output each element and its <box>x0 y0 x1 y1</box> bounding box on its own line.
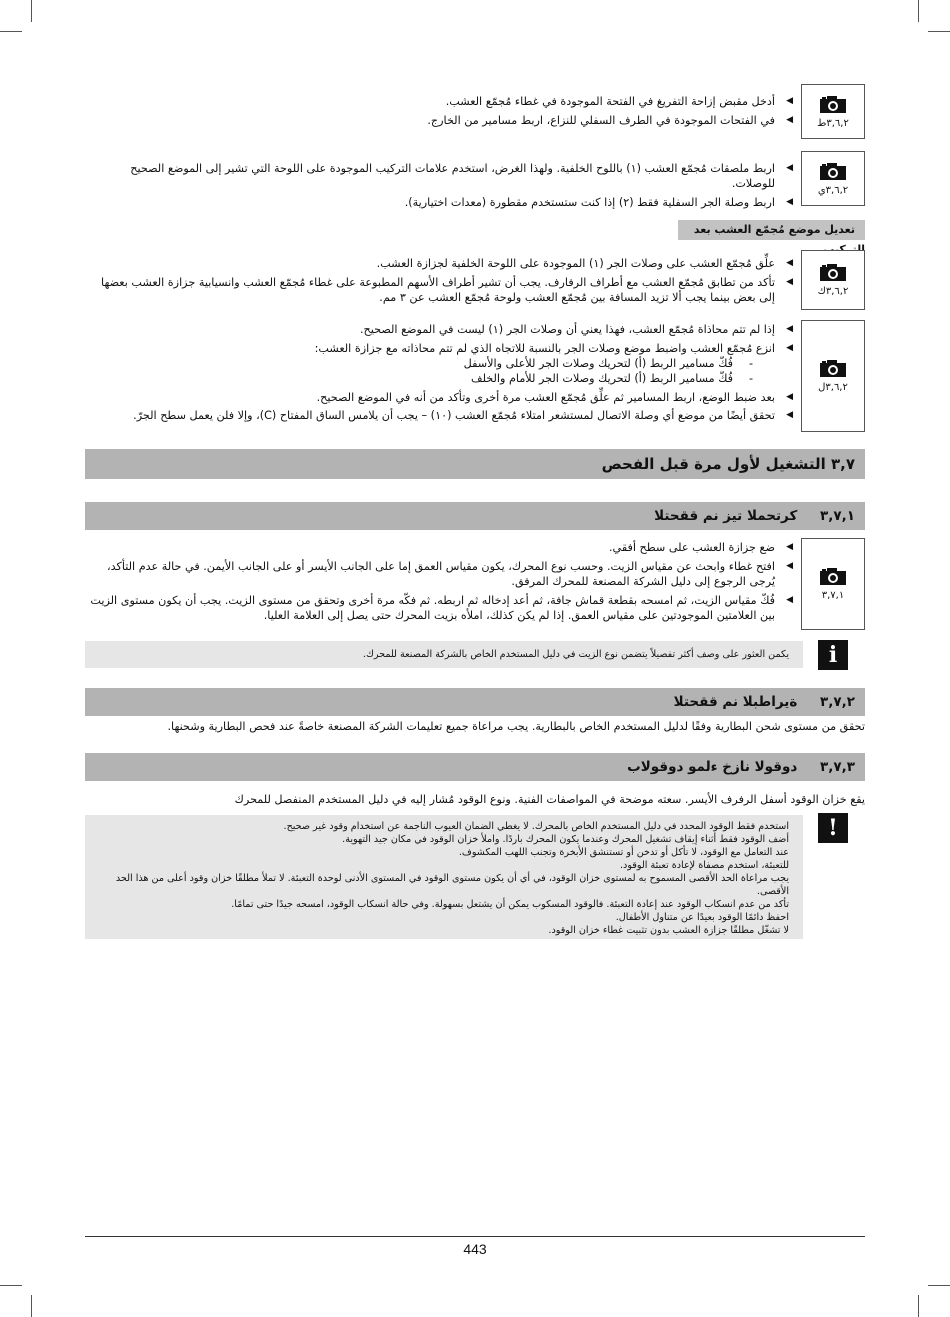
camera-icon <box>819 263 847 282</box>
instruction-item: ◀ فُكّ مقياس الزيت، ثم امسحه بقطعة قماش جافة، ثم أعد إدخاله ثم اربطه. ثم فكّه مرة أخرى وتحقق من مستوى الزيت. يجب أن يكون مستوى الزيت بين العلامتين الموجودتين على مقياس العمق. إذا لم يكن كذلك، املأه بزيت المحرك حتى يصل إلى العلامة العليا. <box>85 593 793 623</box>
footer-rule <box>85 1236 865 1237</box>
figure-ref-box <box>801 151 865 206</box>
warning-note <box>85 815 803 939</box>
section-title: ٣,٧ التشغيل لأول مرة قبل الفحص <box>601 455 855 473</box>
instruction-item: ◀ انزع مُجمّع العشب واضبط موضع وصلات الجر بالنسبة للاتجاه الذي لم تتم محاذاته مع جزازة العشب: <box>85 341 793 356</box>
instruction-block <box>85 151 865 209</box>
subsection-header <box>85 753 865 781</box>
figure-ref: ٣,٧,١ <box>821 590 845 601</box>
instruction-item: ◀ افتح غطاء وابحث عن مقياس الزيت. وحسب نوع المحرك، يكون مقياس العمق إما على الجانب الأيسر أو على الجانب الأيمن. في حالة عدم التأكد، يُرجى الرجوع إلى دليل الشركة المصنعة للمحرك المرفق. <box>85 559 793 589</box>
figure-ref-box <box>801 320 865 432</box>
warning-line: يجب مراعاة الحد الأقصى المسموح به لمستوى خزان الوقود، في أي أن يكون مستوى الوقود في المستوى الأدنى لوحدة التعبئة. لا تملأ مطلقًا خزان وقود أعلى من هذا الحد الأقصى. <box>115 873 789 897</box>
subsection-title: تعديل موضع مُجمّع العشب بعد <box>693 223 855 236</box>
warning-line: عند التعامل مع الوقود، لا تأكل أو تدخن أو تستنشق الأبخرة وتجنب اللهب المكشوف. <box>458 847 789 858</box>
camera-icon <box>819 95 847 114</box>
figure-ref: ٣,٦,٢ك <box>817 286 849 297</box>
subsection-number: ٣,٧,١ <box>820 508 855 524</box>
page-number: 443 <box>463 1241 487 1257</box>
info-note-text: يكمن العثور على وصف أكثر تفصيلاً يتضمن نوع الزيت في دليل المستخدم الخاص بالشركة المصنعة للمحرك. <box>362 649 789 660</box>
warning-line: لا تشغّل مطلقًا جزازة العشب بدون تثبيت غطاء خزان الوقود. <box>548 925 789 936</box>
subsection-number: ٣,٧,٣ <box>820 759 855 775</box>
warning-icon: ! <box>818 813 848 843</box>
camera-icon <box>819 359 847 378</box>
figure-ref: ٣,٦,٢ل <box>818 382 848 393</box>
subsection-header <box>85 502 865 530</box>
sub-item: - فُكّ مسامير الربط (أ) لتحريك وصلات الجر للأعلى والأسفل <box>85 356 793 371</box>
info-icon: i <box>818 640 848 670</box>
instruction-item: ◀ اربط ملصقات مُجمّع العشب (١) باللوح الخلفية. ولهذا الغرض، استخدم علامات التركيب الموجودة على اللوحة التي تشير إلى الموضع الصحيح للوصلات. <box>85 161 793 191</box>
subsection-title: كرتحملا تيز نم ققحتلا <box>654 508 798 524</box>
warning-line: استخدم فقط الوقود المحدد في دليل المستخدم الخاص بالمحرك. لا يغطي الضمان العيوب الناجمة عن استخدام وقود غير صحيح. <box>283 821 789 832</box>
figure-ref: ٣,٦,٢ي <box>817 184 849 196</box>
instruction-item: ◀ اربط وصلة الجر السفلية فقط (٢) إذا كنت ستستخدم مقطورة (معدات اختيارية). <box>85 195 793 210</box>
crop-mark <box>928 31 950 32</box>
instruction-item: ◀ في الفتحات الموجودة في الطرف السفلي للنزاع، اربط مسامير من الخارج. <box>85 113 793 128</box>
crop-mark <box>918 0 919 22</box>
figure-ref-box <box>801 538 865 630</box>
camera-icon <box>819 567 847 586</box>
crop-mark <box>31 0 32 22</box>
paragraph: يقع خزان الوقود أسفل الرفرف الأيسر. سعته موضحة في المواصفات الفنية. ونوع الوقود مُشار إليه في دليل المستخدم المنفصل للمحرك <box>234 793 865 806</box>
warning-line: للتعبئة، استخدم مصفاة لإعادة تعبئة الوقود. <box>620 860 789 871</box>
warning-line: احفظ دائمًا الوقود بعيدًا عن متناول الأطفال. <box>615 912 789 923</box>
figure-ref: ٣,٦,٢ط <box>817 117 849 129</box>
crop-mark <box>0 1285 22 1286</box>
instruction-block <box>85 84 865 139</box>
crop-mark <box>31 1295 32 1317</box>
subsection-header <box>85 688 865 716</box>
crop-mark <box>928 1285 950 1286</box>
paragraph: تحقق من مستوى شحن البطارية وفقًا لدليل المستخدم الخاص بالبطارية. يجب مراعاة جميع تعليمات الشركة المصنعة خاصةً عند فحص البطارية وشحنها. <box>167 720 865 733</box>
camera-icon <box>819 162 847 181</box>
instruction-item: ◀ بعد ضبط الوضع، اربط المسامير ثم علِّق مُجمّع العشب مرة أخرى وتأكد من أنه في الموضع الصحيح. <box>85 390 793 405</box>
instruction-block <box>85 250 865 310</box>
instruction-item: ◀ تحقق أيضًا من موضع أي وصلة الاتصال لمستشعر امتلاء مُجمّع العشب (١٠) – يجب أن يلامس الساق المفتاح (C)، وإلا فلن يعمل سطح الجرّ. <box>85 408 793 423</box>
instruction-item: ◀ ضع جزازة العشب على سطح أفقي. <box>85 540 793 555</box>
instruction-item: ◀ إذا لم تتم محاذاة مُجمّع العشب، فهذا يعني أن وصلات الجر (١) ليست في الموضع الصحيح. <box>85 322 793 337</box>
instruction-block <box>85 320 865 432</box>
figure-ref-box <box>801 250 865 310</box>
subsection-header <box>678 220 865 240</box>
sub-item: - فُكّ مسامير الربط (أ) لتحريك وصلات الجر للأمام والخلف <box>85 371 793 386</box>
warning-line: تأكد من عدم انسكاب الوقود عند إعادة التعبئة. فالوقود المسكوب يمكن أن يشتعل بسهولة. وفي حالة انسكاب الوقود، امسحه جيدًا حتى تمامًا. <box>231 899 789 910</box>
instruction-item: ◀ علِّق مُجمّع العشب على وصلات الجر (١) الموجودة على اللوحة الخلفية لجزازة العشب. <box>85 256 793 271</box>
instruction-item: ◀ تأكد من تطابق مُجمّع العشب مع أطراف الرفارف. يجب أن تشير أطراف الأسهم المطبوعة على غطاء مُجمّع العشب وانسيابية جزازة العشب بعضها إلى بعض بينما يجب ألا تزيد المسافة بين مُجمّع العشب ولوحة مُجمّع العشب عن ٣ مم. <box>85 275 793 305</box>
info-note <box>85 641 803 668</box>
crop-mark <box>918 1295 919 1317</box>
crop-mark <box>0 31 22 32</box>
subsection-title: دوقولا نازخ ءلمو دوقولاب <box>627 759 798 775</box>
instruction-item: ◀ أدخل مقبض إزاحة التفريغ في الفتحة الموجودة في غطاء مُجمّع العشب. <box>85 94 793 109</box>
subsection-title: ةيراطبلا نم ققحتلا <box>673 694 798 710</box>
figure-ref-box <box>801 84 865 139</box>
section-header <box>85 449 865 479</box>
warning-line: أضف الوقود فقط أثناء إيقاف تشغيل المحرك وعندما يكون المحرك باردًا. واملأ خزان الوقود في مكان جيد التهوية. <box>342 834 789 845</box>
instruction-block <box>85 536 865 631</box>
subsection-number: ٣,٧,٢ <box>820 694 855 710</box>
